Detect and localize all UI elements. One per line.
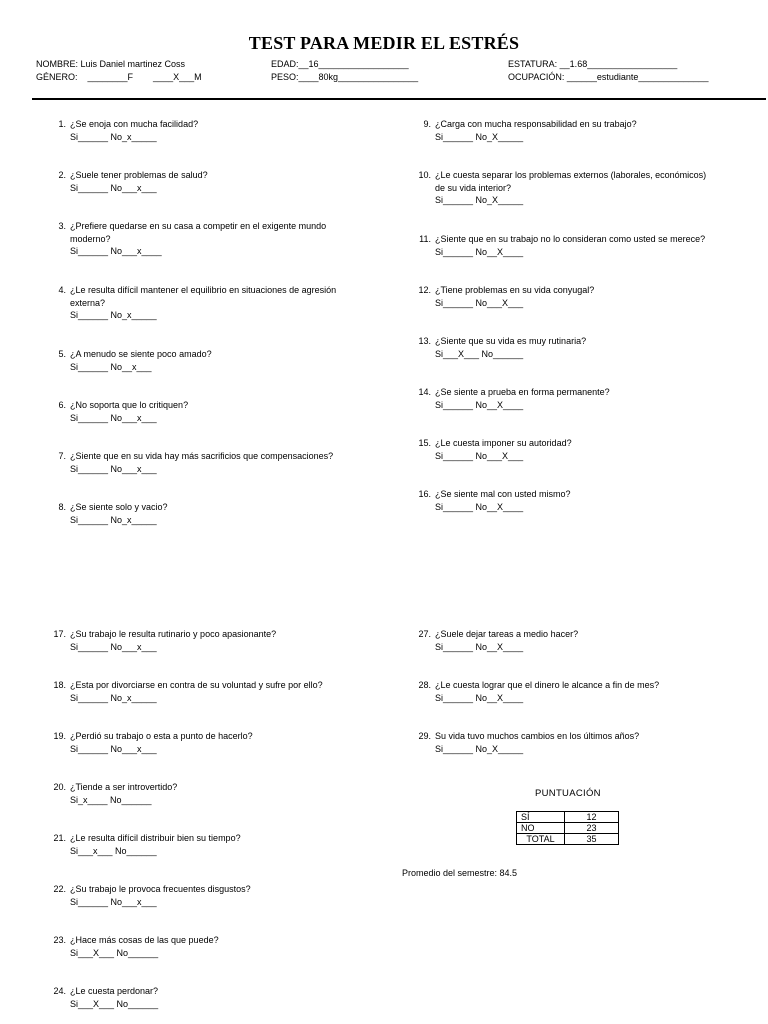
question-answer: Si___X___ No______	[70, 998, 159, 1009]
question-item	[397, 284, 757, 309]
score-value: 35	[565, 834, 619, 845]
question-number: 9.	[423, 119, 431, 129]
question-number: 21.	[53, 833, 66, 843]
question-answer: Si___X___ No______	[70, 947, 159, 958]
question-answer: Si______ No___X___	[435, 297, 524, 308]
question-item	[397, 169, 757, 207]
score-label: SÍ	[517, 812, 565, 823]
question-answer: Si______ No_x_____	[70, 131, 157, 142]
score-title: PUNTUACIÓN	[535, 788, 601, 799]
question-item	[32, 883, 392, 908]
question-answer: Si______ No__X____	[435, 501, 524, 512]
score-value: 12	[565, 812, 619, 823]
question-text: ¿Su trabajo le provoca frecuentes disgustos?	[70, 884, 251, 894]
question-answer: Si______ No___x___	[70, 182, 157, 193]
page-title: TEST PARA MEDIR EL ESTRÉS	[248, 33, 520, 53]
question-item	[397, 233, 757, 258]
question-answer: Si______ No___x___	[70, 641, 157, 652]
question-number: 20.	[53, 782, 66, 792]
question-number: 24.	[53, 986, 66, 996]
question-text: ¿Hace más cosas de las que puede?	[70, 935, 219, 945]
question-text: ¿Se enoja con mucha facilidad?	[70, 119, 199, 129]
question-answer: Si______ No_X_____	[435, 743, 524, 754]
question-answer: Si______ No__X____	[435, 641, 524, 652]
question-text: ¿Siente que su vida es muy rutinaria?	[435, 336, 587, 346]
question-number: 27.	[418, 629, 431, 639]
score-table	[516, 811, 619, 845]
question-item	[397, 488, 757, 513]
score-row-total	[517, 834, 619, 845]
semester-average: Promedio del semestre: 84.5	[402, 868, 518, 878]
question-answer: Si___X___ No______	[435, 348, 524, 359]
question-answer: Si______ No___x___	[70, 463, 157, 474]
question-number: 15.	[418, 438, 431, 448]
occupation-field: OCUPACIÓN: ______estudiante______________	[508, 72, 709, 82]
question-number: 29.	[418, 731, 431, 741]
question-text: ¿Se siente a prueba en forma permanente?	[435, 387, 610, 397]
question-number: 14.	[418, 387, 431, 397]
question-text: ¿Se siente mal con usted mismo?	[435, 489, 571, 499]
question-number: 4.	[58, 285, 66, 295]
question-text: Su vida tuvo muchos cambios en los últimos años?	[435, 731, 640, 741]
score-label: TOTAL	[517, 834, 565, 845]
question-item	[32, 730, 392, 755]
question-text: ¿Le cuesta imponer su autoridad?	[435, 438, 572, 448]
question-text: ¿Suele dejar tareas a medio hacer?	[435, 629, 579, 639]
question-text: ¿Tiene problemas en su vida conyugal?	[435, 285, 595, 295]
question-text: ¿A menudo se siente poco amado?	[70, 349, 212, 359]
question-number: 12.	[418, 285, 431, 295]
question-answer: Si______ No_x_____	[70, 692, 157, 703]
question-answer: Si______ No__X____	[435, 399, 524, 410]
question-answer: Si______ No___x___	[70, 896, 157, 907]
question-item	[32, 450, 392, 475]
question-item	[397, 437, 757, 462]
header-divider	[32, 98, 766, 100]
score-value: 23	[565, 823, 619, 834]
question-number: 13.	[418, 336, 431, 346]
question-item	[32, 781, 392, 806]
question-number: 1.	[58, 119, 66, 129]
question-text: ¿Perdió su trabajo o esta a punto de hacerlo?	[70, 731, 253, 741]
question-number: 7.	[58, 451, 66, 461]
question-answer: Si______ No_x_____	[70, 310, 157, 320]
question-item	[397, 386, 757, 411]
question-item	[397, 730, 757, 755]
question-answer: Si______ No___x____	[70, 246, 162, 256]
question-number: 2.	[58, 170, 66, 180]
question-answer: Si______ No_X_____	[435, 195, 524, 205]
question-item	[32, 985, 392, 1010]
question-text: ¿Le resulta difícil mantener el equilibrio en situaciones de agresión externa?	[70, 285, 337, 308]
gender-field: GÉNERO: ________F ____X___M	[36, 72, 202, 82]
question-text: ¿Le cuesta separar los problemas externos (laborales, económicos) de su vida interior?	[435, 170, 707, 193]
question-item	[397, 679, 757, 704]
question-item	[32, 118, 392, 143]
question-item	[397, 628, 757, 653]
question-text: ¿Su trabajo le resulta rutinario y poco apasionante?	[70, 629, 277, 639]
question-number: 10.	[418, 170, 431, 180]
question-number: 16.	[418, 489, 431, 499]
question-answer: Si______ No_x_____	[70, 514, 157, 525]
question-number: 22.	[53, 884, 66, 894]
question-text: ¿Suele tener problemas de salud?	[70, 170, 208, 180]
question-item	[32, 348, 392, 373]
question-number: 5.	[58, 349, 66, 359]
question-number: 17.	[53, 629, 66, 639]
question-text: ¿No soporta que lo critiquen?	[70, 400, 189, 410]
score-label: NO	[517, 823, 565, 834]
score-row-si	[517, 812, 619, 823]
question-number: 8.	[58, 502, 66, 512]
question-answer: Si______ No___X___	[435, 450, 524, 461]
question-item	[32, 501, 392, 526]
question-text: ¿Tiende a ser introvertido?	[70, 782, 178, 792]
question-text: ¿Esta por divorciarse en contra de su voluntad y sufre por ello?	[70, 680, 323, 690]
score-row-no	[517, 823, 619, 834]
question-item	[32, 934, 392, 959]
weight-field: PESO:____80kg________________	[271, 72, 419, 82]
question-answer: Si______ No___x___	[70, 412, 157, 423]
question-item	[397, 335, 757, 360]
question-text: ¿Le cuesta lograr que el dinero le alcance a fin de mes?	[435, 680, 660, 690]
question-answer: Si______ No__X____	[435, 246, 524, 257]
question-item	[32, 628, 392, 653]
question-item	[32, 169, 392, 194]
question-text: ¿Siente que en su trabajo no lo consideran como usted se merece?	[435, 234, 706, 244]
question-answer: Si______ No__X____	[435, 692, 524, 703]
question-answer: Si______ No__x___	[70, 361, 152, 372]
question-number: 6.	[58, 400, 66, 410]
question-answer: Si___x___ No______	[70, 845, 157, 856]
question-answer: Si______ No___x___	[70, 743, 157, 754]
question-number: 18.	[53, 680, 66, 690]
question-text: ¿Le cuesta perdonar?	[70, 986, 159, 996]
question-answer: Si______ No_X_____	[435, 131, 524, 142]
question-number: 3.	[58, 221, 66, 231]
question-item	[32, 832, 392, 857]
question-item	[397, 118, 757, 143]
question-text: ¿Carga con mucha responsabilidad en su trabajo?	[435, 119, 637, 129]
height-field: ESTATURA: __1.68__________________	[508, 59, 678, 69]
question-text: ¿Se siente solo y vacio?	[70, 502, 168, 512]
age-field: EDAD:__16__________________	[271, 59, 409, 69]
question-number: 23.	[53, 935, 66, 945]
question-answer: Si_x____ No______	[70, 794, 152, 805]
question-number: 19.	[53, 731, 66, 741]
question-item	[32, 679, 392, 704]
question-item	[32, 284, 392, 322]
question-text: ¿Prefiere quedarse en su casa a competir en el exigente mundo moderno?	[70, 221, 327, 244]
question-text: ¿Siente que en su vida hay más sacrificios que compensaciones?	[70, 451, 334, 461]
question-item	[32, 399, 392, 424]
question-text: ¿Le resulta difícil distribuir bien su tiempo?	[70, 833, 241, 843]
name-field: NOMBRE: Luis Daniel martinez Coss	[36, 59, 186, 69]
question-number: 28.	[418, 680, 431, 690]
question-number: 11.	[419, 234, 431, 244]
question-item	[32, 220, 392, 258]
